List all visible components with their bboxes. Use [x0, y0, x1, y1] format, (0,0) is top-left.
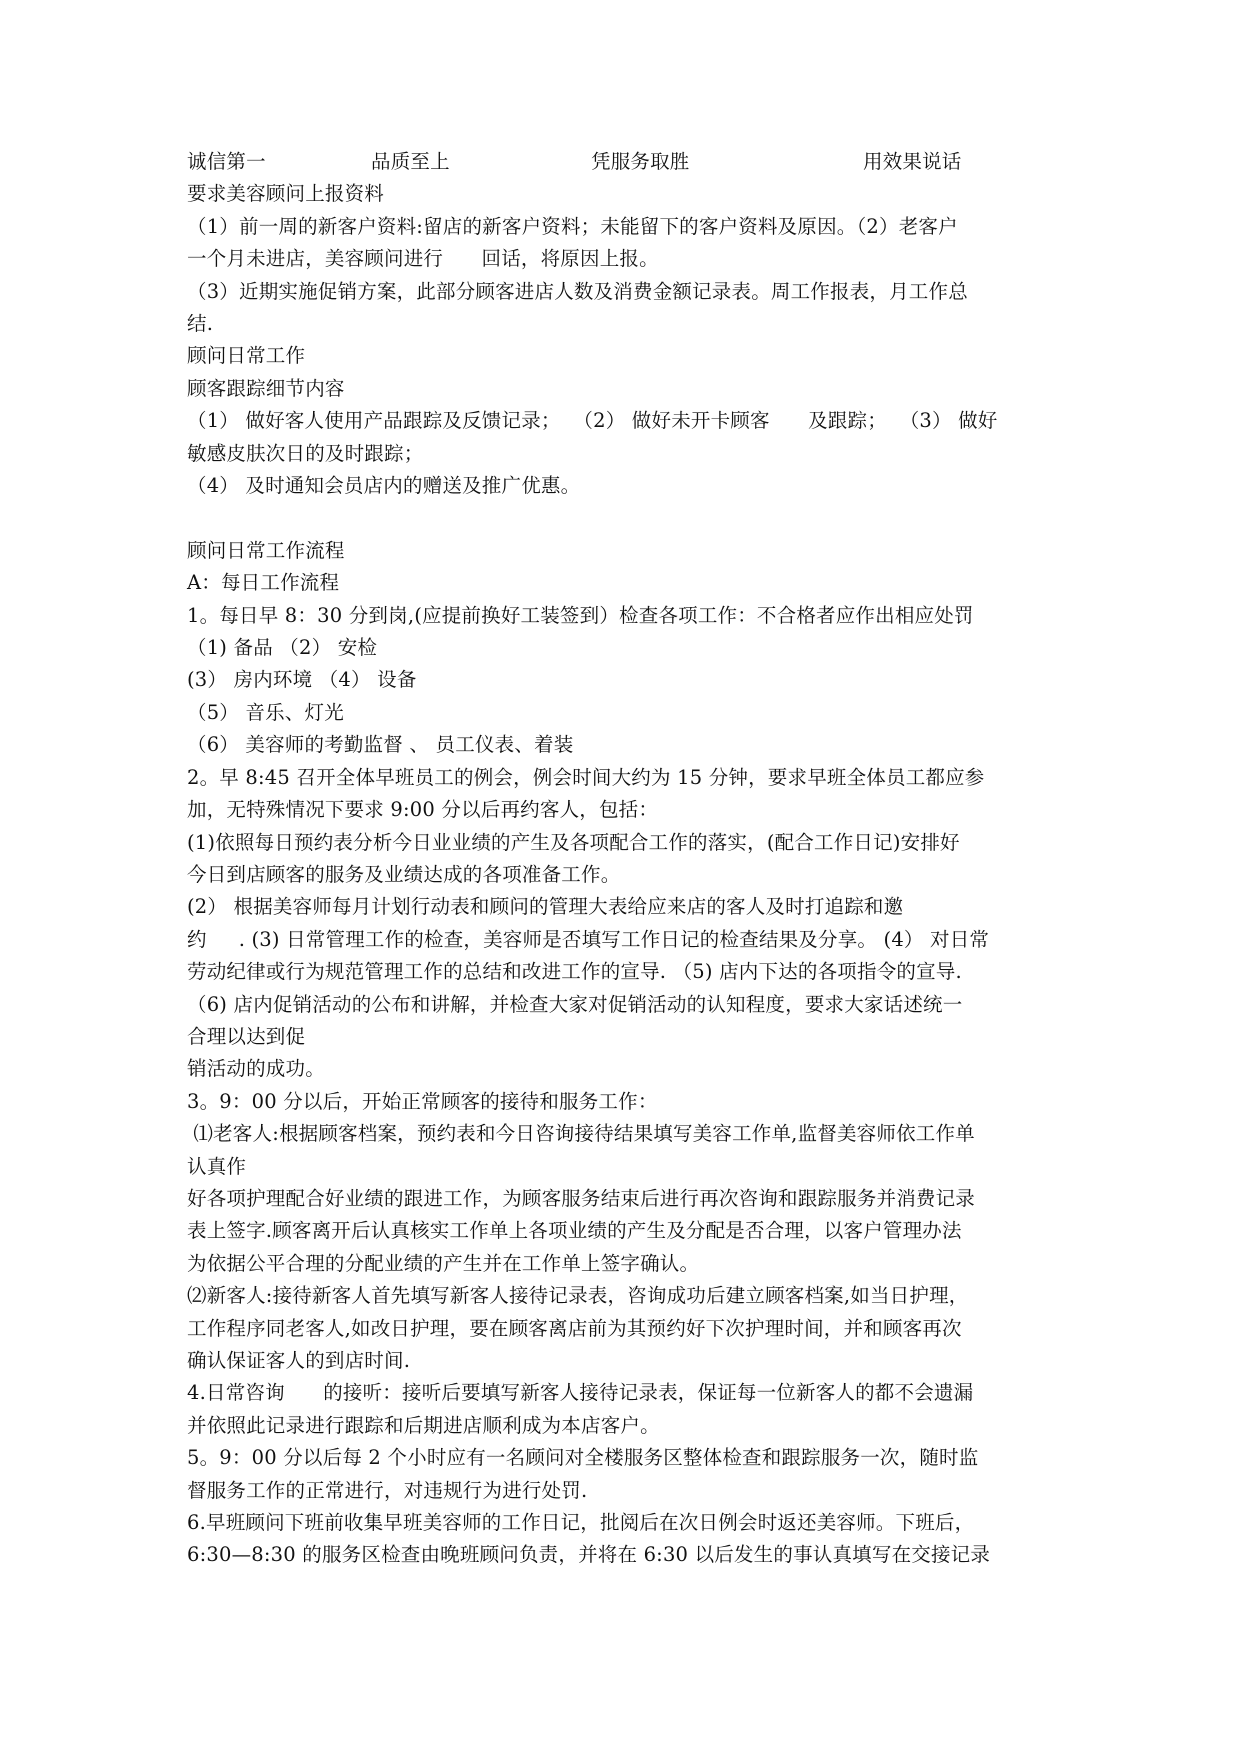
- text-line: 结.: [187, 312, 214, 336]
- text-line: （3）近期实施促销方案，此部分顾客进店人数及消费金额记录表。周工作报表，月工作总: [187, 279, 968, 303]
- text-line: 销活动的成功。: [187, 1057, 325, 1081]
- text-line: （4） 及时通知会员店内的赠送及推广优惠。: [187, 474, 581, 498]
- text-line: 为依据公平合理的分配业绩的产生并在工作单上签字确认。: [187, 1251, 700, 1275]
- text-line: 合理以达到促: [187, 1024, 306, 1048]
- text-line: 1。每日早 8：30 分到岗,(应提前换好工装签到）检查各项工作：不合格者应作出相应处罚: [187, 603, 974, 627]
- text-line: (1)依照每日预约表分析今日业业绩的产生及各项配合工作的落实，(配合工作日记)安排好: [187, 830, 960, 854]
- text-line: 劳动纪律或行为规范管理工作的总结和改进工作的宣导. （5) 店内下达的各项指令的宣导.: [187, 960, 962, 984]
- text-line: 认真作: [187, 1154, 247, 1178]
- text-line: A：每日工作流程: [187, 571, 340, 595]
- text-line: （5） 音乐、灯光: [187, 700, 344, 724]
- text-line: 要求美容顾问上报资料: [187, 182, 385, 206]
- slogan: 凭服务取胜: [591, 150, 690, 173]
- text-line: 6.早班顾问下班前收集早班美容师的工作日记，批阅后在次日例会时返还美容师。下班后，: [187, 1511, 975, 1535]
- text-line: 工作程序同老客人,如改日护理，要在顾客离店前为其预约好下次护理时间，并和顾客再次: [187, 1316, 962, 1340]
- text-line: 一个月未进店，美容顾问进行 回话，将原因上报。: [187, 247, 659, 271]
- text-line: 顾问日常工作流程: [187, 538, 345, 562]
- text-line: 加，无特殊情况下要求 9:00 分以后再约客人，包括：: [187, 798, 659, 822]
- text-line: 约 . (3) 日常管理工作的检查，美容师是否填写工作日记的检查结果及分享。 (4） 对日常: [187, 927, 990, 951]
- text-line: （1) 备品 （2） 安检: [187, 636, 378, 660]
- text-line: 5。9：00 分以后每 2 个小时应有一名顾问对全楼服务区整体检查和跟踪服务一次，随时监: [187, 1446, 979, 1470]
- document-body: [187, 178, 1057, 1571]
- text-line: ⑵新客人:接待新客人首先填写新客人接待记录表，咨询成功后建立顾客档案,如当日护理，: [187, 1284, 969, 1308]
- text-line: 2。早 8:45 召开全体早班员工的例会，例会时间大约为 15 分钟，要求早班全体员工都应参: [187, 765, 985, 789]
- text-line: 3。9：00 分以后，开始正常顾客的接待和服务工作：: [187, 1089, 658, 1113]
- text-line: 6:30—8:30 的服务区检查由晚班顾问负责，并将在 6:30 以后发生的事认真填写在交接记录: [187, 1543, 991, 1567]
- text-line: （1） 做好客人使用产品跟踪及反馈记录； （2） 做好未开卡顾客 及跟踪； （3） 做好: [187, 409, 998, 433]
- text-line: 4.日常咨询 的接听：接听后要填写新客人接待记录表，保证每一位新客人的都不会遗漏: [187, 1381, 974, 1405]
- slogan: 诚信第一: [187, 150, 266, 173]
- slogan: 用效果说话: [863, 150, 962, 173]
- text-line: 敏感皮肤次日的及时跟踪；: [187, 441, 424, 465]
- text-line: 督服务工作的正常进行，对违规行为进行处罚.: [187, 1478, 588, 1502]
- document-page: [187, 146, 1057, 1572]
- text-line: （6) 店内促销活动的公布和讲解，并检查大家对促销活动的认知程度，要求大家话述统一: [187, 992, 963, 1016]
- text-line: （6） 美容师的考勤监督 、 员工仪表、着装: [187, 733, 574, 757]
- text-line: 顾客跟踪细节内容: [187, 376, 345, 400]
- text-line: （1）前一周的新客户资料:留店的新客户资料；未能留下的客户资料及原因。（2）老客户: [187, 214, 958, 238]
- text-line: (2） 根据美容师每月计划行动表和顾问的管理大表给应来店的客人及时打追踪和邀: [187, 895, 904, 919]
- text-line: 顾问日常工作: [187, 344, 306, 368]
- text-line: 确认保证客人的到店时间.: [187, 1349, 411, 1372]
- text-line: [187, 502, 1057, 534]
- text-line: ⑴老客人:根据顾客档案，预约表和今日咨询接待结果填写美容工作单,监督美容师依工作单: [187, 1122, 975, 1146]
- slogan: 品质至上: [371, 150, 450, 173]
- slogan-row: [187, 146, 1057, 178]
- text-line: 表上签字.顾客离开后认真核实工作单上各项业绩的产生及分配是否合理，以客户管理办法: [187, 1219, 962, 1243]
- text-line: (3） 房内环境 （4） 设备: [187, 668, 417, 692]
- text-line: 今日到店顾客的服务及业绩达成的各项准备工作。: [187, 862, 621, 886]
- text-line: 并依照此记录进行跟踪和后期进店顺利成为本店客户。: [187, 1413, 660, 1437]
- text-line: 好各项护理配合好业绩的跟进工作，为顾客服务结束后进行再次咨询和跟踪服务并消费记录: [187, 1186, 976, 1210]
